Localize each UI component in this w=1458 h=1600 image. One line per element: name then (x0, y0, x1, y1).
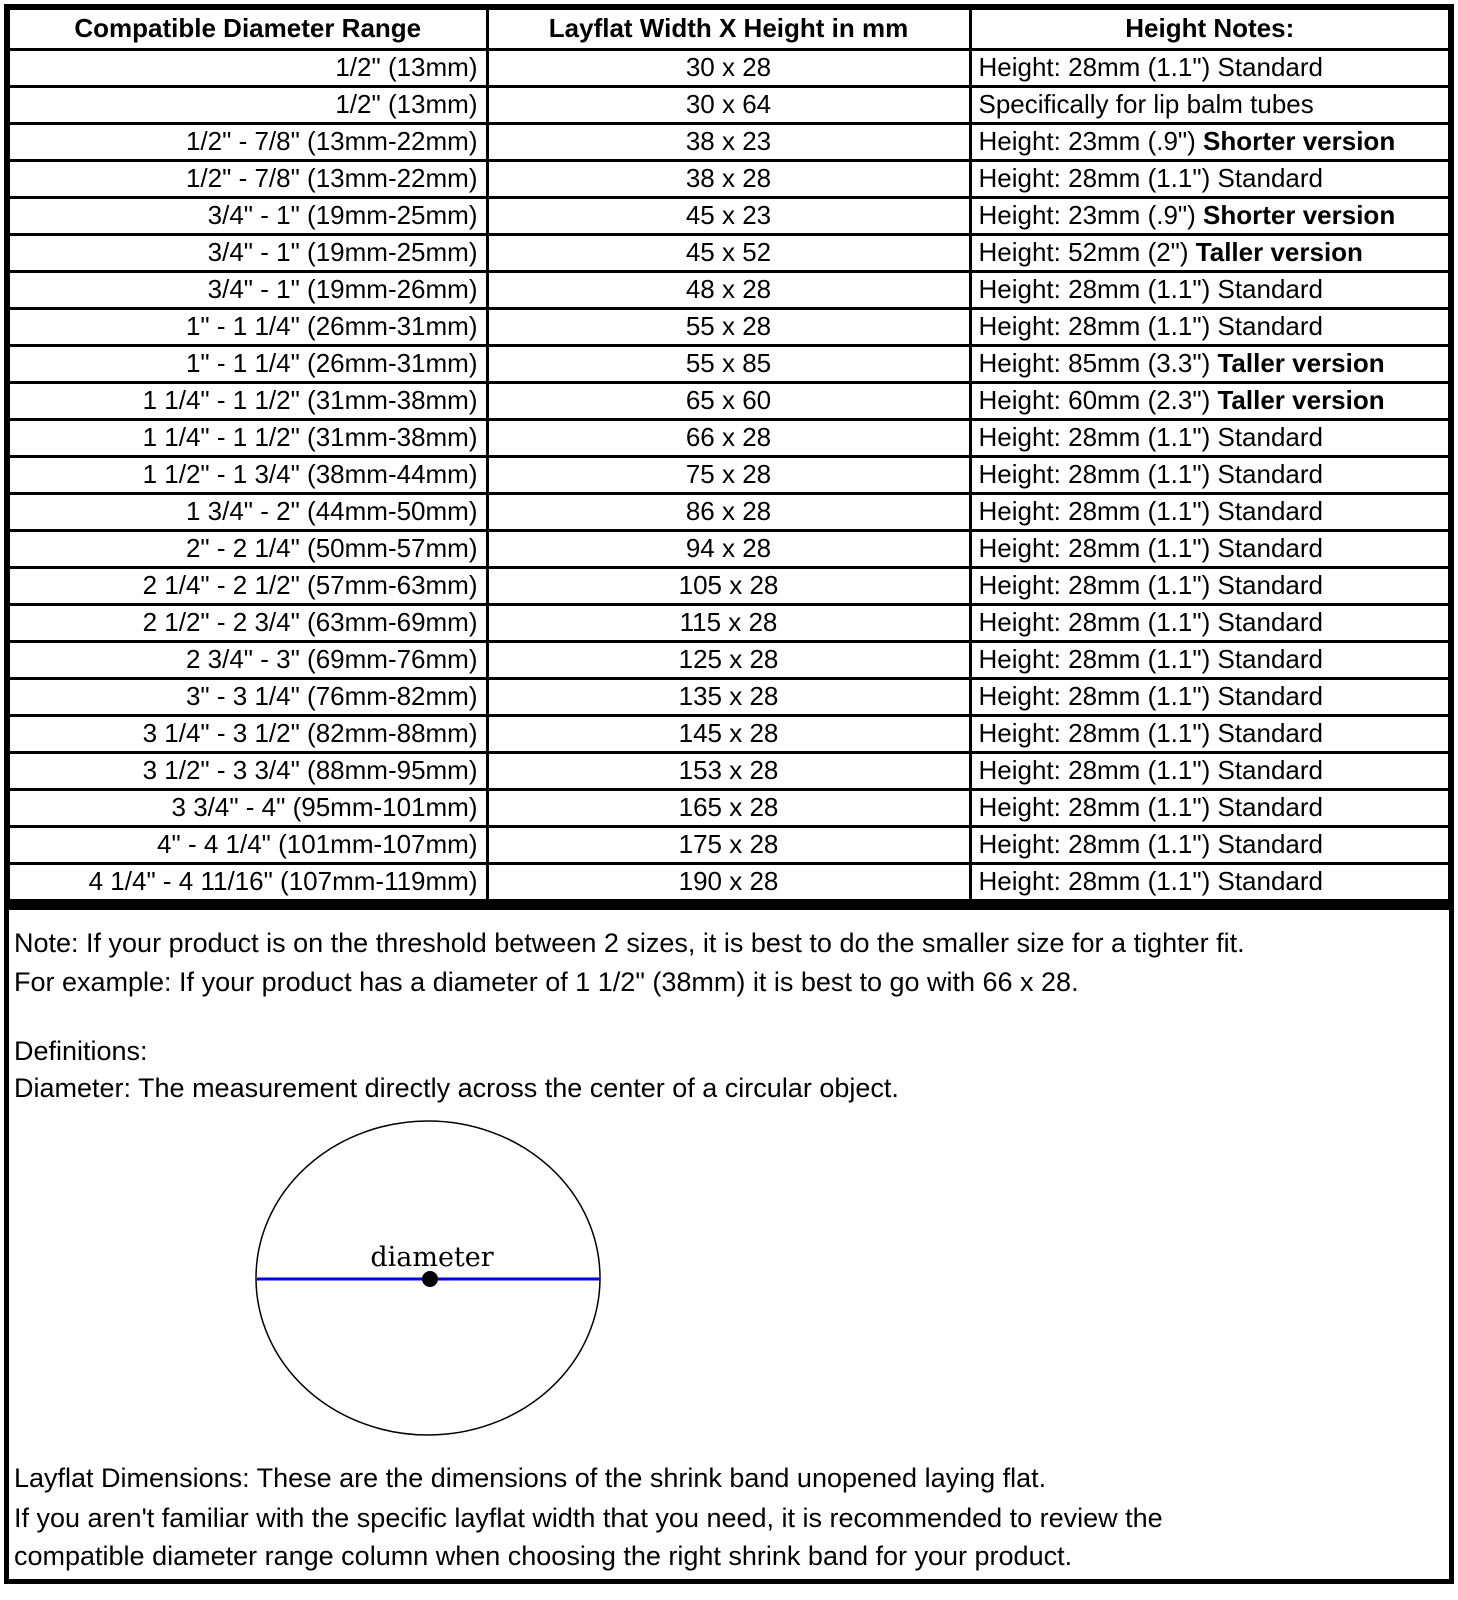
cell-layflat-size: 55 x 85 (487, 346, 970, 383)
cell-diameter-range: 1/2" - 7/8" (13mm-22mm) (7, 161, 487, 198)
definitions-heading: Definitions: (14, 1036, 148, 1066)
cell-height-note: Height: 23mm (.9") Shorter version (970, 124, 1451, 161)
cell-height-note: Height: 60mm (2.3") Taller version (970, 383, 1451, 420)
table-row (7, 50, 1451, 87)
table-row (7, 827, 1451, 864)
cell-height-note: Height: 28mm (1.1") Standard (970, 864, 1451, 903)
cell-diameter-range: 1 1/2" - 1 3/4" (38mm-44mm) (7, 457, 487, 494)
cell-layflat-size: 38 x 28 (487, 161, 970, 198)
table-row (7, 864, 1451, 903)
cell-height-note: Height: 28mm (1.1") Standard (970, 494, 1451, 531)
cell-layflat-size: 153 x 28 (487, 753, 970, 790)
cell-height-note: Height: 28mm (1.1") Standard (970, 272, 1451, 309)
cell-diameter-range: 1" - 1 1/4" (26mm-31mm) (7, 346, 487, 383)
cell-layflat-size: 94 x 28 (487, 531, 970, 568)
size-table (4, 4, 1454, 905)
table-row (7, 309, 1451, 346)
cell-height-note: Height: 28mm (1.1") Standard (970, 716, 1451, 753)
layflat-definition-line2: If you aren't familiar with the specific layflat width that you need, it is recommended to review the (14, 1503, 1163, 1533)
cell-layflat-size: 55 x 28 (487, 309, 970, 346)
layflat-definition-line3: compatible diameter range column when choosing the right shrink band for your product. (14, 1541, 1073, 1571)
cell-diameter-range: 2" - 2 1/4" (50mm-57mm) (7, 531, 487, 568)
cell-diameter-range: 3 3/4" - 4" (95mm-101mm) (7, 790, 487, 827)
table-row (7, 420, 1451, 457)
cell-layflat-size: 45 x 23 (487, 198, 970, 235)
diameter-diagram (9, 1115, 669, 1465)
table-row (7, 161, 1451, 198)
cell-layflat-size: 45 x 52 (487, 235, 970, 272)
cell-diameter-range: 1 3/4" - 2" (44mm-50mm) (7, 494, 487, 531)
cell-height-note: Height: 28mm (1.1") Standard (970, 790, 1451, 827)
table-row (7, 679, 1451, 716)
cell-diameter-range: 2 1/4" - 2 1/2" (57mm-63mm) (7, 568, 487, 605)
cell-diameter-range: 4 1/4" - 4 11/16" (107mm-119mm) (7, 864, 487, 903)
cell-diameter-range: 1/2" (13mm) (7, 87, 487, 124)
table-row (7, 790, 1451, 827)
header-row (7, 7, 1451, 50)
table-row (7, 716, 1451, 753)
cell-height-note-emphasis: Shorter version (1203, 200, 1396, 231)
table-row (7, 494, 1451, 531)
cell-layflat-size: 145 x 28 (487, 716, 970, 753)
cell-layflat-size: 165 x 28 (487, 790, 970, 827)
cell-layflat-size: 75 x 28 (487, 457, 970, 494)
diameter-label: diameter (370, 1242, 494, 1273)
notes-section (4, 905, 1454, 1584)
center-dot (422, 1271, 438, 1287)
cell-height-note-emphasis: Taller version (1217, 385, 1385, 416)
cell-diameter-range: 1/2" - 7/8" (13mm-22mm) (7, 124, 487, 161)
cell-layflat-size: 30 x 64 (487, 87, 970, 124)
table-row (7, 457, 1451, 494)
cell-height-note: Height: 28mm (1.1") Standard (970, 420, 1451, 457)
cell-layflat-size: 65 x 60 (487, 383, 970, 420)
size-table-header (7, 7, 1451, 50)
cell-layflat-size: 135 x 28 (487, 679, 970, 716)
cell-height-note: Height: 28mm (1.1") Standard (970, 161, 1451, 198)
table-row (7, 605, 1451, 642)
cell-diameter-range: 3 1/4" - 3 1/2" (82mm-88mm) (7, 716, 487, 753)
table-row (7, 383, 1451, 420)
cell-height-note: Height: 28mm (1.1") Standard (970, 605, 1451, 642)
cell-layflat-size: 86 x 28 (487, 494, 970, 531)
note-threshold-line: Note: If your product is on the threshold between 2 sizes, it is best to do the smaller size for a tighter fit. (14, 928, 1245, 958)
diameter-definition: Diameter: The measurement directly across the center of a circular object. (14, 1073, 899, 1103)
cell-height-note-emphasis: Taller version (1217, 348, 1385, 379)
cell-height-note: Height: 85mm (3.3") Taller version (970, 346, 1451, 383)
column-header-diameter-range: Compatible Diameter Range (7, 7, 487, 50)
cell-height-note: Height: 28mm (1.1") Standard (970, 753, 1451, 790)
table-row (7, 642, 1451, 679)
cell-layflat-size: 38 x 23 (487, 124, 970, 161)
cell-diameter-range: 4" - 4 1/4" (101mm-107mm) (7, 827, 487, 864)
cell-diameter-range: 3/4" - 1" (19mm-26mm) (7, 272, 487, 309)
cell-layflat-size: 115 x 28 (487, 605, 970, 642)
cell-diameter-range: 2 1/2" - 2 3/4" (63mm-69mm) (7, 605, 487, 642)
cell-layflat-size: 30 x 28 (487, 50, 970, 87)
table-row (7, 568, 1451, 605)
cell-diameter-range: 3 1/2" - 3 3/4" (88mm-95mm) (7, 753, 487, 790)
cell-height-note: Specifically for lip balm tubes (970, 87, 1451, 124)
cell-layflat-size: 190 x 28 (487, 864, 970, 903)
note-example-line: For example: If your product has a diameter of 1 1/2" (38mm) it is best to go with 66 x 28. (14, 967, 1079, 997)
cell-diameter-range: 3" - 3 1/4" (76mm-82mm) (7, 679, 487, 716)
cell-layflat-size: 175 x 28 (487, 827, 970, 864)
cell-layflat-size: 105 x 28 (487, 568, 970, 605)
cell-height-note: Height: 23mm (.9") Shorter version (970, 198, 1451, 235)
cell-layflat-size: 48 x 28 (487, 272, 970, 309)
cell-height-note: Height: 52mm (2") Taller version (970, 235, 1451, 272)
column-header-layflat-size: Layflat Width X Height in mm (487, 7, 970, 50)
table-row (7, 346, 1451, 383)
cell-diameter-range: 1 1/4" - 1 1/2" (31mm-38mm) (7, 420, 487, 457)
cell-diameter-range: 1 1/4" - 1 1/2" (31mm-38mm) (7, 383, 487, 420)
cell-height-note: Height: 28mm (1.1") Standard (970, 457, 1451, 494)
cell-layflat-size: 125 x 28 (487, 642, 970, 679)
table-row (7, 272, 1451, 309)
cell-diameter-range: 1/2" (13mm) (7, 50, 487, 87)
cell-diameter-range: 3/4" - 1" (19mm-25mm) (7, 198, 487, 235)
table-row (7, 124, 1451, 161)
column-header-height-notes: Height Notes: (970, 7, 1451, 50)
cell-layflat-size: 66 x 28 (487, 420, 970, 457)
layflat-definition-line1: Layflat Dimensions: These are the dimensions of the shrink band unopened laying flat. (14, 1463, 1047, 1493)
cell-height-note-emphasis: Shorter version (1203, 126, 1396, 157)
cell-height-note: Height: 28mm (1.1") Standard (970, 827, 1451, 864)
cell-diameter-range: 1" - 1 1/4" (26mm-31mm) (7, 309, 487, 346)
cell-height-note: Height: 28mm (1.1") Standard (970, 309, 1451, 346)
cell-height-note-emphasis: Taller version (1195, 237, 1363, 268)
cell-height-note: Height: 28mm (1.1") Standard (970, 642, 1451, 679)
cell-height-note: Height: 28mm (1.1") Standard (970, 679, 1451, 716)
table-row (7, 531, 1451, 568)
table-row (7, 87, 1451, 124)
size-table-body (7, 50, 1451, 903)
table-row (7, 753, 1451, 790)
cell-height-note: Height: 28mm (1.1") Standard (970, 568, 1451, 605)
table-row (7, 235, 1451, 272)
cell-height-note: Height: 28mm (1.1") Standard (970, 531, 1451, 568)
table-row (7, 198, 1451, 235)
cell-height-note: Height: 28mm (1.1") Standard (970, 50, 1451, 87)
cell-diameter-range: 3/4" - 1" (19mm-25mm) (7, 235, 487, 272)
cell-diameter-range: 2 3/4" - 3" (69mm-76mm) (7, 642, 487, 679)
